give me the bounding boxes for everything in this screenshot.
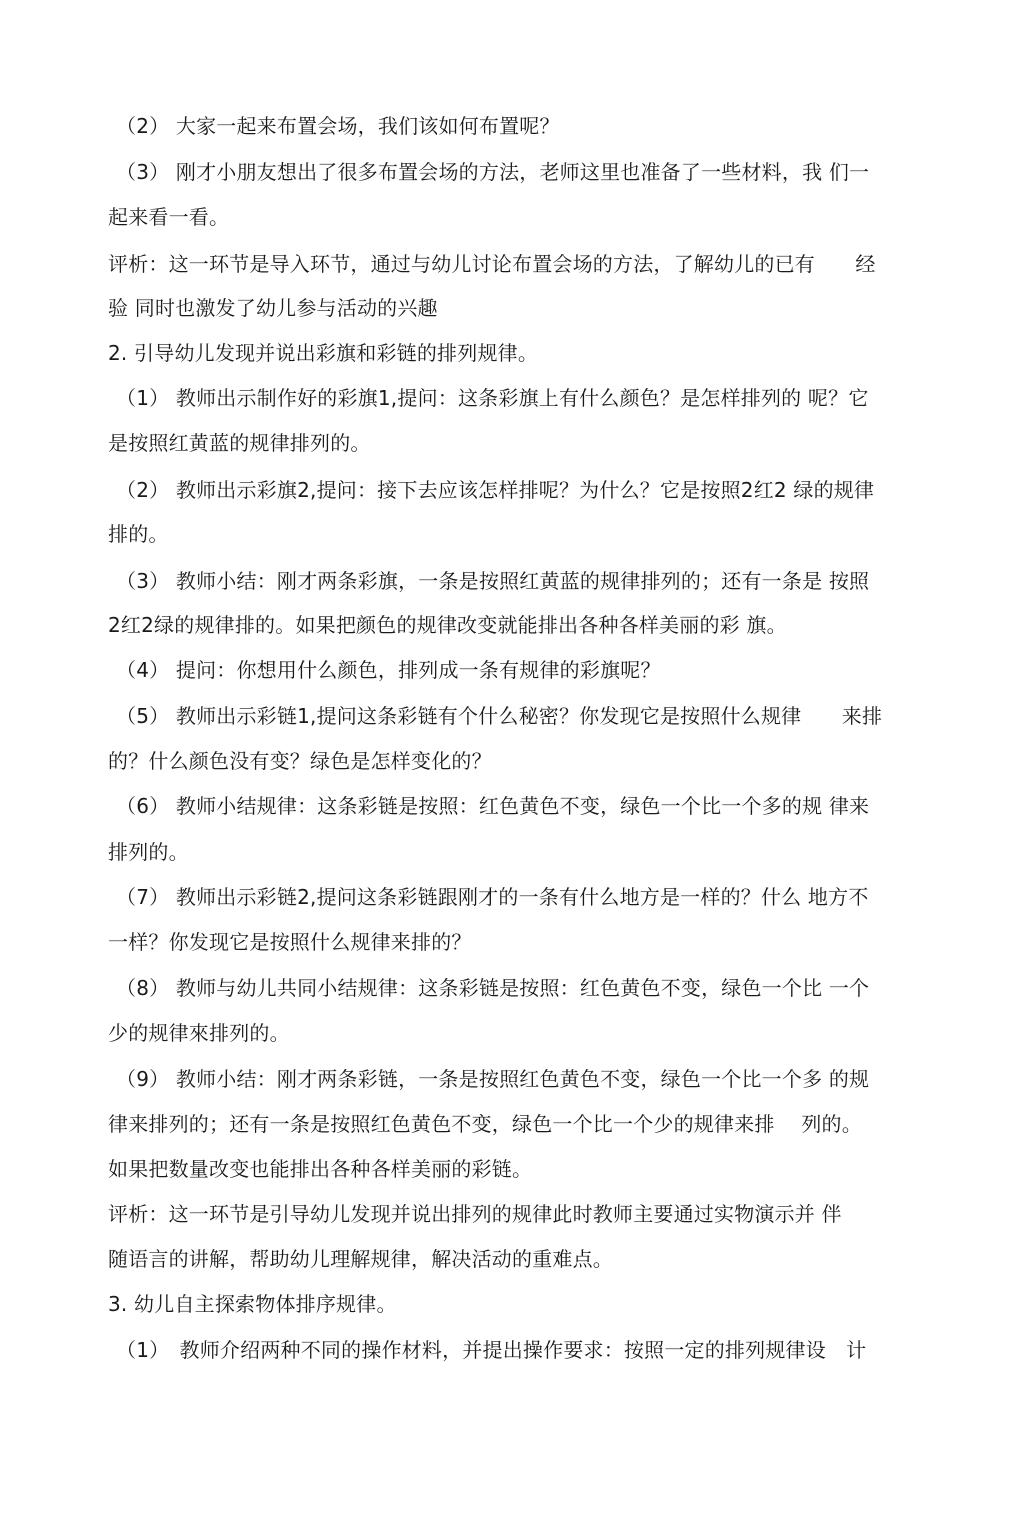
text-line: 评析：这一环节是引导幼儿发现并说出排列的规律此时教师主要通过实物演示并 伴 — [108, 1202, 842, 1226]
section-heading: 2. 引导幼儿发现并说出彩旗和彩链的排列规律。 — [108, 341, 539, 365]
text-line: （9） 教师小结：刚才两条彩链，一条是按照红色黄色不变，绿色一个比一个多 的规 — [116, 1067, 870, 1091]
text-line: 是按照红黄蓝的规律排列的。 — [108, 431, 371, 455]
text-line: （2） 教师出示彩旗2,提问：接下去应该怎样排呢？为什么？它是按照2红2 绿的规律 — [116, 478, 875, 502]
text-line: 评析：这一环节是导入环节，通过与幼儿讨论布置会场的方法，了解幼儿的已有 经 — [108, 252, 876, 276]
text-line: 验 同时也激发了幼儿参与活动的兴趣 — [108, 296, 438, 320]
text-line: （3） 教师小结：刚才两条彩旗，一条是按照红黄蓝的规律排列的；还有一条是 按照 — [116, 569, 870, 593]
text-line: （1） 教师出示制作好的彩旗1,提问：这条彩旗上有什么颜色？是怎样排列的 呢？它 — [116, 386, 869, 410]
text-line: （1） 教师介绍两种不同的操作材料，并提出操作要求：按照一定的排列规律设 计 — [116, 1338, 867, 1362]
text-line: （5） 教师出示彩链1,提问这条彩链有个什么秘密？你发现它是按照什么规律 来排 — [116, 704, 883, 728]
text-line: （8） 教师与幼儿共同小结规律：这条彩链是按照：红色黄色不变，绿色一个比 一个 — [116, 976, 870, 1000]
text-line: 随语言的讲解，帮助幼儿理解规律，解决活动的重难点。 — [108, 1247, 613, 1271]
text-line: 如果把数量改变也能排出各种各样美丽的彩链。 — [108, 1157, 533, 1181]
text-line: 起来看一看。 — [108, 205, 230, 229]
text-line: 少的规律來排列的。 — [108, 1021, 290, 1045]
text-line: （2） 大家一起来布置会场，我们该如何布置呢？ — [116, 114, 560, 138]
text-line: 一样？你发现它是按照什么规律来排的？ — [108, 930, 472, 954]
text-line: 2红2绿的规律排的。如果把颜色的规律改变就能排出各种各样美丽的彩 旗。 — [108, 613, 787, 637]
text-line: 排列的。 — [108, 840, 189, 864]
text-line: （4） 提问：你想用什么颜色，排列成一条有规律的彩旗呢？ — [116, 658, 661, 682]
text-line: （7） 教师出示彩链2,提问这条彩链跟刚才的一条有什么地方是一样的？什么 地方不 — [116, 885, 869, 909]
text-line: 排的。 — [108, 522, 169, 546]
text-line: 律来排列的；还有一条是按照红色黄色不变，绿色一个比一个少的规律来排 列的。 — [108, 1112, 862, 1136]
section-heading: 3. 幼儿自主探索物体排序规律。 — [108, 1292, 397, 1316]
text-line: （6） 教师小结规律：这条彩链是按照：红色黄色不变，绿色一个比一个多的规 律来 — [116, 794, 870, 818]
text-line: 的？什么颜色没有变？绿色是怎样变化的？ — [108, 749, 492, 773]
text-line: （3） 刚才小朋友想出了很多布置会场的方法，老师这里也准备了一些材料，我 们一 — [116, 160, 870, 184]
